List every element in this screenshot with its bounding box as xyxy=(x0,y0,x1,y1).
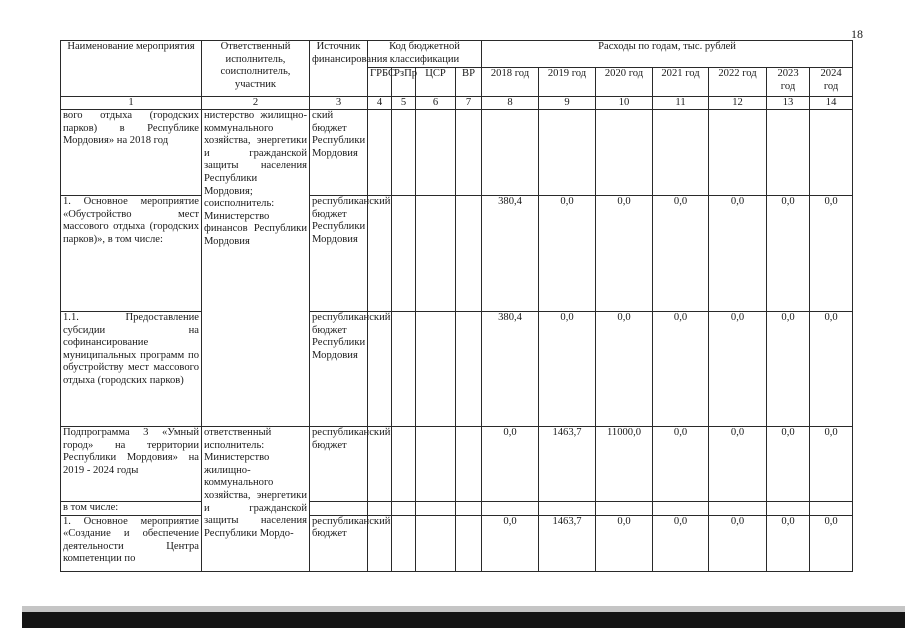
row-name: в том числе: xyxy=(61,502,202,516)
column-number: 7 xyxy=(456,97,482,110)
column-number: 14 xyxy=(810,97,853,110)
row-value: 0,0 xyxy=(767,427,810,502)
header-vr: ВР xyxy=(456,68,482,97)
header-year: 2021 год xyxy=(653,68,709,97)
column-number: 2 xyxy=(202,97,310,110)
row-value: 0,0 xyxy=(653,427,709,502)
header-year: 2020 год xyxy=(596,68,653,97)
row-value: 0,0 xyxy=(709,427,767,502)
row-value: 0,0 xyxy=(653,515,709,571)
row-value: 0,0 xyxy=(767,515,810,571)
row-value: 0,0 xyxy=(709,312,767,427)
row-value: 0,0 xyxy=(482,515,539,571)
header-rzpr: РзПр xyxy=(392,68,416,97)
row-value: 0,0 xyxy=(709,515,767,571)
column-number: 4 xyxy=(368,97,392,110)
row-source xyxy=(310,502,368,516)
row-value xyxy=(482,110,539,196)
row-value: 0,0 xyxy=(810,515,853,571)
row-value xyxy=(810,110,853,196)
row-value: 0,0 xyxy=(810,196,853,312)
header-year: 2018 год xyxy=(482,68,539,97)
header-year: 2024 год xyxy=(810,68,853,97)
column-number: 6 xyxy=(416,97,456,110)
row-value xyxy=(539,110,596,196)
row-value: 0,0 xyxy=(767,196,810,312)
row-value: 0,0 xyxy=(596,196,653,312)
column-number: 12 xyxy=(709,97,767,110)
row-value: 0,0 xyxy=(539,196,596,312)
column-number: 10 xyxy=(596,97,653,110)
row-value: 0,0 xyxy=(709,196,767,312)
column-number: 8 xyxy=(482,97,539,110)
row-value: 380,4 xyxy=(482,312,539,427)
table-row xyxy=(61,427,853,502)
column-number: 3 xyxy=(310,97,368,110)
header-name: Наименование мероприятия xyxy=(61,41,202,97)
table-row xyxy=(61,196,853,312)
row-value xyxy=(709,110,767,196)
row-value: 0,0 xyxy=(653,196,709,312)
row-value: 0,0 xyxy=(810,427,853,502)
row-value: 1463,7 xyxy=(539,515,596,571)
row-source: республиканский бюджет xyxy=(310,515,368,571)
row-value: 0,0 xyxy=(653,312,709,427)
row-responsible: ответственный исполнитель: Министерство жилищно-коммунального хозяйства, энергетики и гражданской защиты населения Республики Мордо- xyxy=(202,427,310,572)
row-source: ский бюджет Республики Мордовия xyxy=(310,110,368,196)
row-source: республиканский бюджет xyxy=(310,427,368,502)
column-number: 9 xyxy=(539,97,596,110)
row-value: 0,0 xyxy=(810,312,853,427)
row-responsible: нистерство жилищно-коммунального хозяйства, энергетики и гражданской защиты населения Республики Мордовия; соисполнитель: Министерство финансов Республики Мордовия xyxy=(202,110,310,427)
table-row xyxy=(61,110,853,196)
row-name: 1.1. Предоставление субсидии на софинансирование муниципальных программ по обустройству мест массового отдыха (городских парков) xyxy=(61,312,202,427)
header-responsible: Ответственный исполнитель, соисполнитель, участник xyxy=(202,41,310,97)
row-value: 0,0 xyxy=(539,312,596,427)
header-expenses: Расходы по годам, тыс. рублей xyxy=(482,41,853,68)
header-year: 2019 год xyxy=(539,68,596,97)
row-name: Подпрограмма 3 «Умный город» на территории Республики Мордовия» на 2019 - 2024 годы xyxy=(61,427,202,502)
row-source: республиканский бюджет Республики Мордовия xyxy=(310,196,368,312)
row-value xyxy=(767,110,810,196)
row-value: 11000,0 xyxy=(596,427,653,502)
column-number: 5 xyxy=(392,97,416,110)
header-csr: ЦСР xyxy=(416,68,456,97)
row-value: 0,0 xyxy=(596,312,653,427)
row-value: 0,0 xyxy=(482,427,539,502)
row-value: 1463,7 xyxy=(539,427,596,502)
budget-table xyxy=(60,40,853,572)
table-row xyxy=(61,515,853,571)
header-year: 2022 год xyxy=(709,68,767,97)
row-name: 1. Основное мероприятие «Обустройство мест массового отдыха (городских парков)», в том числе: xyxy=(61,196,202,312)
header-year: 2023 год xyxy=(767,68,810,97)
row-value: 380,4 xyxy=(482,196,539,312)
header-grbs: ГРБС xyxy=(368,68,392,97)
page-number: 18 xyxy=(851,27,863,41)
row-value xyxy=(653,110,709,196)
row-name: 1. Основное мероприятие «Создание и обеспечение деятельности Центра компетенции по xyxy=(61,515,202,571)
column-number: 1 xyxy=(61,97,202,110)
header-source: Источник финансирования xyxy=(310,41,368,97)
header-budget-code: Код бюджетной классификации xyxy=(368,41,482,68)
table-row xyxy=(61,502,853,516)
scan-edge-bar xyxy=(22,612,905,628)
table-row xyxy=(61,312,853,427)
row-source: республиканский бюджет Республики Мордовия xyxy=(310,312,368,427)
row-value: 0,0 xyxy=(596,515,653,571)
column-number: 13 xyxy=(767,97,810,110)
column-number: 11 xyxy=(653,97,709,110)
row-value xyxy=(596,110,653,196)
row-value: 0,0 xyxy=(767,312,810,427)
row-name: вого отдыха (городских парков) в Республике Мордовия» на 2018 год xyxy=(61,110,202,196)
